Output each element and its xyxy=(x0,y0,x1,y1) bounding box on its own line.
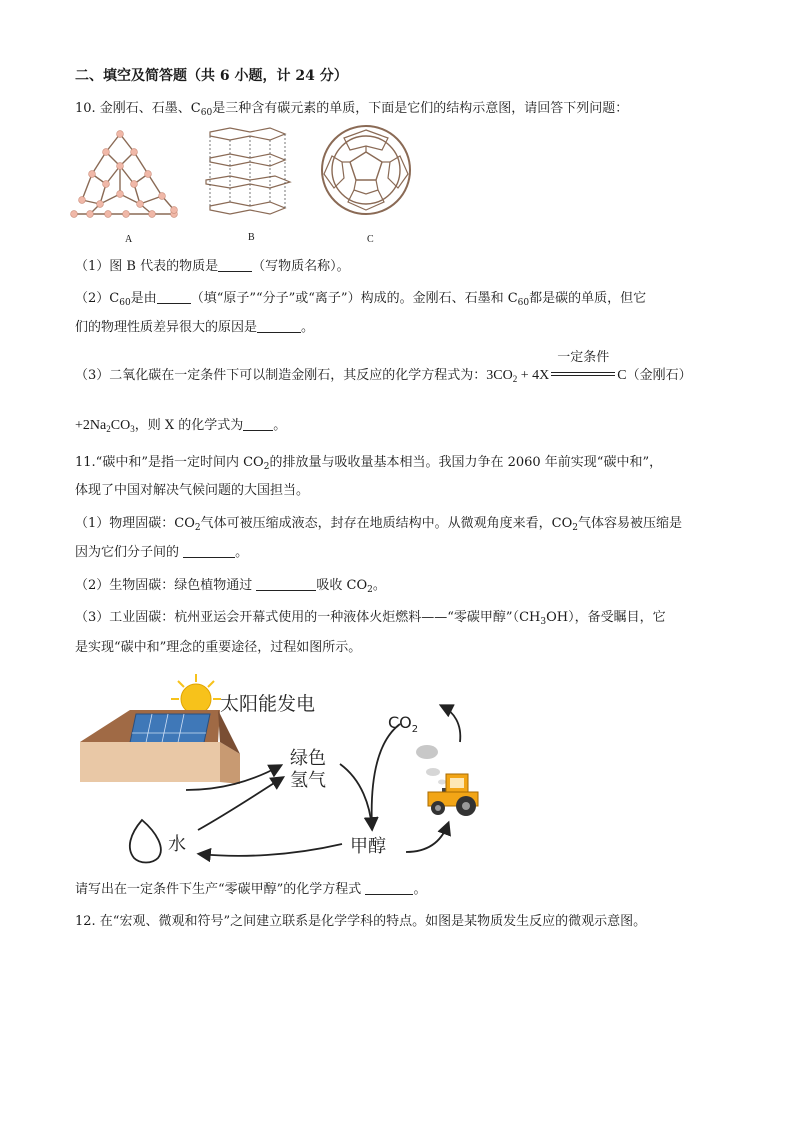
q11-part1-text3: 气体容易被压缩是 xyxy=(577,516,682,531)
q10-part2-sub: 60 xyxy=(119,298,131,308)
eq-co: CO xyxy=(110,418,131,433)
arrow-methanol-to-water xyxy=(200,844,342,856)
q10-part3 xyxy=(75,350,692,386)
figure-label-c: C xyxy=(367,234,374,245)
q11-part3 xyxy=(75,608,666,628)
eq-2na: +2Na xyxy=(75,418,107,433)
q10-part2-sub2: 60 xyxy=(517,298,530,308)
q11-part1 xyxy=(75,514,682,534)
fullerene-structure xyxy=(322,126,410,214)
q11-part2-text: （2）生物固碳：绿色植物通过 xyxy=(75,578,253,593)
answer-blank-q11-2[interactable] xyxy=(256,576,316,591)
q10-part3-line2-end: 。 xyxy=(273,418,287,433)
eq-carbon: C xyxy=(617,368,627,383)
q10-part3-line2-text: ，则 X 的化学式为 xyxy=(134,418,244,433)
green-hydrogen-label-2: 氢气 xyxy=(290,770,326,791)
q10-part2 xyxy=(75,289,646,309)
reaction-condition-arrow xyxy=(549,350,617,383)
q11-ask-end: 。 xyxy=(413,882,427,897)
q11-part1-text2: 气体可被压缩成液态，封存在地质结构中。从微观角度来看，CO xyxy=(200,516,573,531)
eq-na-sub: 2 xyxy=(106,424,111,434)
q10-part3-line2 xyxy=(75,416,286,436)
q10-part2-line2-text: 们的物理性质差异很大的原因是 xyxy=(75,320,258,335)
graphite-layers-links xyxy=(210,134,285,208)
figure-label-a: A xyxy=(125,234,133,245)
section-title: 二、填空及简答题（共 6 小题，计 24 分） xyxy=(75,68,348,84)
q10-part1-text2: （写物质名称）。 xyxy=(252,259,350,274)
q10-intro xyxy=(75,99,628,119)
answer-blank-q10-1[interactable] xyxy=(218,257,252,272)
q10-intro-sub: 60 xyxy=(200,108,213,118)
answer-blank-q11-3[interactable] xyxy=(365,880,413,895)
q11-intro-sub: 2 xyxy=(263,462,270,472)
arrow-water-to-hydrogen xyxy=(198,778,282,830)
q11-intro-text: 11.“碳中和”是指一定时间内 CO xyxy=(75,455,264,470)
q10-part2-text3: （填“原子”“分子”或“离子”）构成的。金刚石、石墨和 C xyxy=(190,291,518,306)
q11-part3-sub: 3 xyxy=(540,617,547,627)
eq-na2co3 xyxy=(75,418,135,433)
answer-blank-q10-3[interactable] xyxy=(243,416,273,431)
arrow-tractor-to-co2 xyxy=(442,706,460,742)
q11-part1-line2-text: 因为它们分子间的 xyxy=(75,545,180,560)
methanol-label: 甲醇 xyxy=(350,836,386,857)
smoke-puff-small xyxy=(438,780,446,785)
q11-intro-line2: 体现了中国对解决气候问题的大国担当。 xyxy=(75,483,310,498)
eq-co3-sub: 3 xyxy=(130,424,135,434)
solar-power-label: 太阳能发电 xyxy=(220,693,316,715)
green-hydrogen-label-1: 绿色 xyxy=(290,748,326,769)
q10-part3-text: （3）二氧化碳在一定条件下可以制造金刚石，其反应的化学方程式为： xyxy=(75,368,487,383)
q10-part2-line2 xyxy=(75,318,314,338)
diamond-atoms xyxy=(71,131,178,218)
carbon-structures-figure xyxy=(70,122,420,228)
q11-ask-text: 请写出在一定条件下生产“零碳甲醇”的化学方程式 xyxy=(75,882,362,897)
q11-part1-sub2: 2 xyxy=(572,523,578,533)
q10-part1 xyxy=(75,257,350,277)
q11-part1-line2-end: 。 xyxy=(235,545,249,560)
q11-part2-end: 。 xyxy=(372,578,386,593)
arrow-co2-to-methanol xyxy=(372,724,400,828)
equation-left xyxy=(486,368,549,383)
q11-intro xyxy=(75,453,662,473)
co2-label-text: CO xyxy=(388,713,412,732)
q10-part2-text4: 都是碳的单质，但它 xyxy=(529,291,647,306)
q10-part2-text: （2）C xyxy=(75,291,120,306)
q11-part2-sub: 2 xyxy=(367,585,373,595)
answer-blank-q11-1[interactable] xyxy=(183,543,235,558)
eq-plus-4x: + 4X xyxy=(517,368,550,383)
q11-part1-text: （1）物理固碳：CO xyxy=(75,516,195,531)
graphite-structure xyxy=(206,128,290,214)
answer-blank-q10-2b[interactable] xyxy=(257,318,301,333)
tractor-icon xyxy=(428,774,478,816)
methanol-process-diagram xyxy=(70,672,500,872)
q11-intro-text2: 的排放量与吸收量基本相当。我国力争在 2060 年前实现“碳中和”， xyxy=(269,455,663,470)
smoke-puff-medium xyxy=(426,768,440,776)
reaction-condition-text: 一定条件 xyxy=(557,350,610,365)
q11-part1-sub: 2 xyxy=(194,523,201,533)
q10-part1-text: （1）图 B 代表的物质是 xyxy=(75,259,219,274)
eq-bar-bottom xyxy=(551,375,615,376)
eq-co2: 3CO xyxy=(486,368,513,383)
q11-part2 xyxy=(75,576,386,596)
water-label: 水 xyxy=(168,834,186,855)
answer-blank-q10-2a[interactable] xyxy=(157,289,191,304)
q10-part2-line2-end: 。 xyxy=(301,320,315,335)
q11-part1-line2 xyxy=(75,543,248,563)
house-solar-panel-icon xyxy=(80,710,240,784)
q10-part2-text2: 是由 xyxy=(130,291,157,306)
q11-part3-text2: OH），备受瞩目，它 xyxy=(546,610,666,625)
q12-intro: 12. 在“宏观、微观和符号”之间建立联系是化学学科的特点。如图是某物质发生反应的微观示意图。 xyxy=(75,914,647,929)
co2-label-sub: 2 xyxy=(411,724,419,735)
q10-intro-text: 10. 金刚石、石墨、C xyxy=(75,101,201,116)
q11-ask xyxy=(75,880,426,900)
figure-label-b: B xyxy=(248,232,255,243)
smoke-puff-large xyxy=(416,745,438,759)
arrow-methanol-to-tractor xyxy=(406,824,448,852)
q10-intro-text2: 是三种含有碳元素的单质，下面是它们的结构示意图，请回答下列问题： xyxy=(212,101,629,116)
eq-diamond-note: （金刚石） xyxy=(626,368,692,383)
q11-part3-text: （3）工业固碳：杭州亚运会开幕式使用的一种液体火炬燃料——“零碳甲醇”（CH xyxy=(75,610,541,625)
eq-co2-sub: 2 xyxy=(512,374,518,384)
water-drop-icon xyxy=(130,820,161,863)
q11-part2-text2: 吸收 CO xyxy=(316,578,368,593)
eq-bar-top xyxy=(551,372,615,373)
q11-part3-line2: 是实现“碳中和”理念的重要途径，过程如图所示。 xyxy=(75,640,362,655)
arrow-hydrogen-to-methanol xyxy=(340,764,372,828)
